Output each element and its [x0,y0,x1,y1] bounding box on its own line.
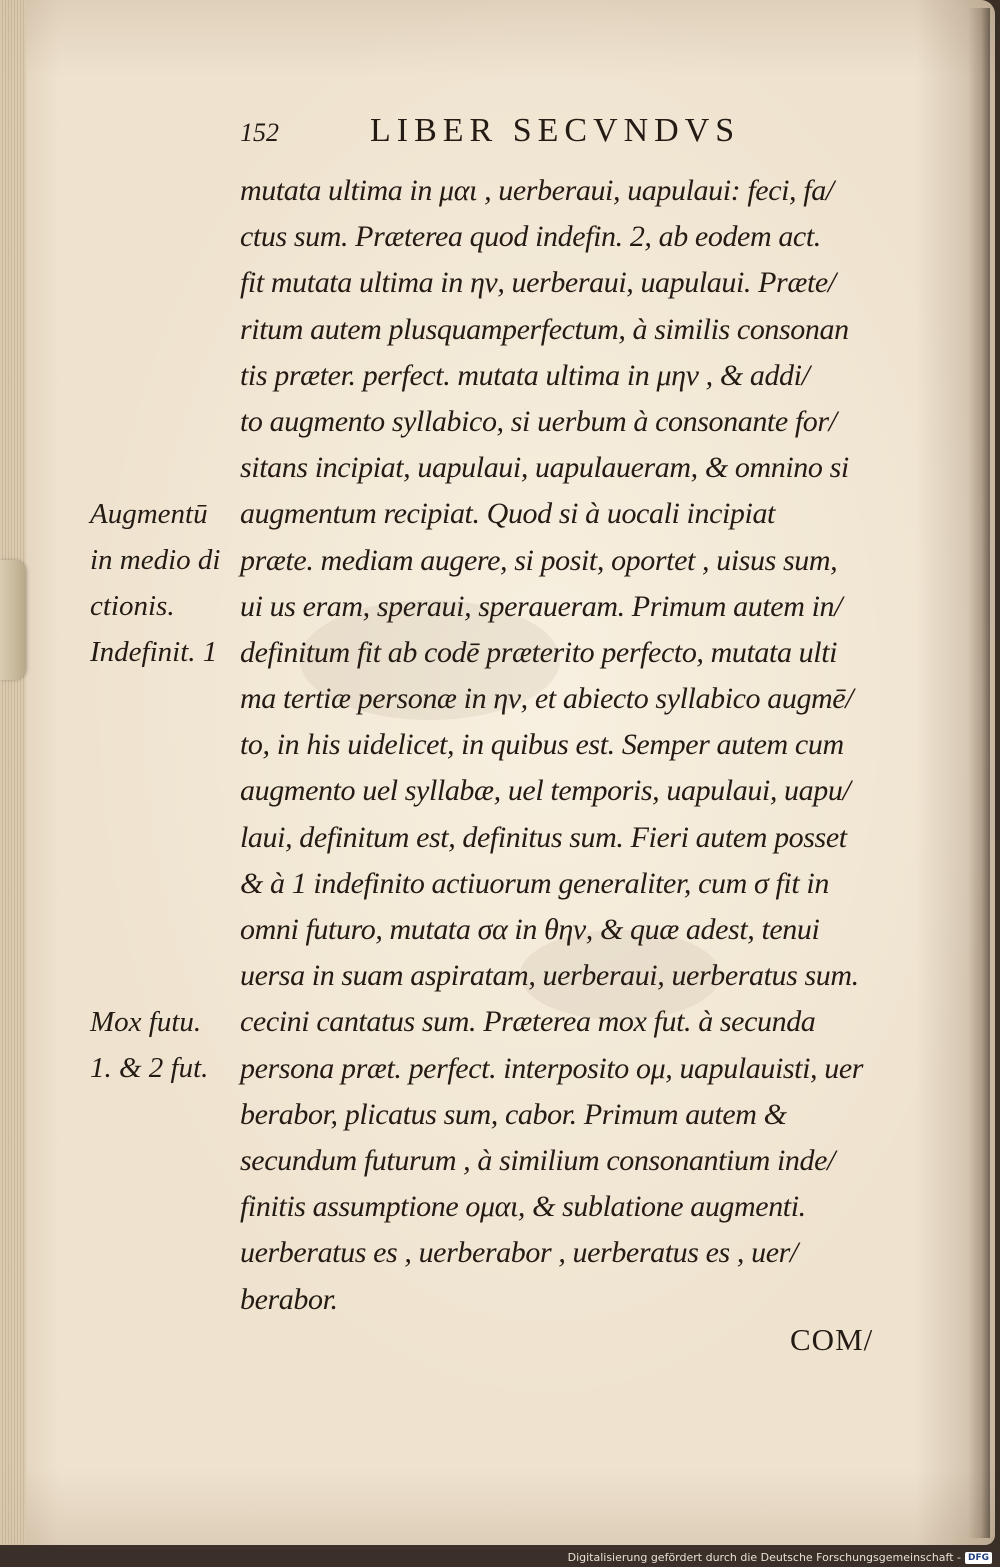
text-line: laui, definitum est, definitus sum. Fieri autem posset [240,820,847,854]
text-line: tis præter. perfect. mutata ultima in μην , & addi/ [240,358,810,392]
credit-text: Digitalisierung gefördert durch die Deutsche Forschungsgemeinschaft - [567,1551,961,1564]
marginal-note: Augmentū [90,498,208,530]
marginal-note: 1. & 2 fut. [90,1052,209,1084]
body-text [240,168,902,1323]
text-line: sitans incipiat, uapulaui, uapulaueram, & omnino si [240,451,849,485]
text-line: omni futuro, mutata σα in θην, & quæ adest, tenui [240,913,820,946]
text-line: finitis assumptione ομαι, & sublatione augmenti. [240,1190,806,1224]
text-line: uersa in suam aspiratam, uerberaui, uerberatus sum. [240,959,859,993]
text-line: uerberatus es , uerberabor , uerberatus es , uer/ [240,1236,798,1270]
marginal-note: ctionis. [90,590,175,622]
text-line: ctus sum. Præterea quod indefin. 2, ab eodem act. [240,220,821,254]
text-line: to augmento syllabico, si uerbum à consonante for/ [240,404,837,438]
page-clasp [0,560,26,680]
text-line: ma tertiæ personæ in ην, et abiecto syllabico augmē/ [240,682,854,716]
text-line: fit mutata ultima in ην, uerberaui, uapulaui. Præte/ [240,266,836,300]
text-line: to, in his uidelicet, in quibus est. Semper autem cum [240,728,844,762]
text-line: augmento uel syllabæ, uel temporis, uapulaui, uapu/ [240,774,851,808]
text-line: cecini cantatus sum. Præterea mox fut. à secunda [240,1005,816,1039]
marginal-note: in medio di [90,544,221,576]
running-head: LIBER SECVNDVS [370,112,741,149]
text-line: berabor. [240,1282,338,1316]
marginal-note: Mox futu. [90,1006,202,1038]
text-line: & à 1 indefinito actiuorum generaliter, cum σ fit in [240,866,829,900]
text-line: præte. mediam augere, si posit, oportet , uisus sum, [240,543,838,577]
footer-band [0,1545,1000,1567]
page-stack-edge [0,0,26,1545]
page-header [240,112,900,152]
text-line: ui us eram, speraui, speraueram. Primum autem in/ [240,589,843,623]
page-number: 152 [240,118,279,147]
text-line: augmentum recipiat. Quod si à uocali incipiat [240,497,775,531]
digitization-credit [568,1551,992,1564]
marginal-note: Indefinit. 1 [90,636,218,668]
text-line: persona præt. perfect. interposito ομ, uapulauisti, uer [240,1051,864,1085]
dfg-logo: DFG [965,1552,992,1564]
catchword: COM/ [790,1322,874,1357]
text-line: mutata ultima in μαι , uerberaui, uapulaui: feci, fa/ [240,174,834,207]
gutter-shadow [968,8,990,1538]
text-line: ritum autem plusquamperfectum, à similis consonan [240,312,849,346]
text-line: definitum fit ab codē præterito perfecto, mutata ulti [240,635,838,669]
text-line: berabor, plicatus sum, cabor. Primum autem & [240,1097,787,1131]
text-line: secundum futurum , à similium consonantium inde/ [240,1143,835,1177]
